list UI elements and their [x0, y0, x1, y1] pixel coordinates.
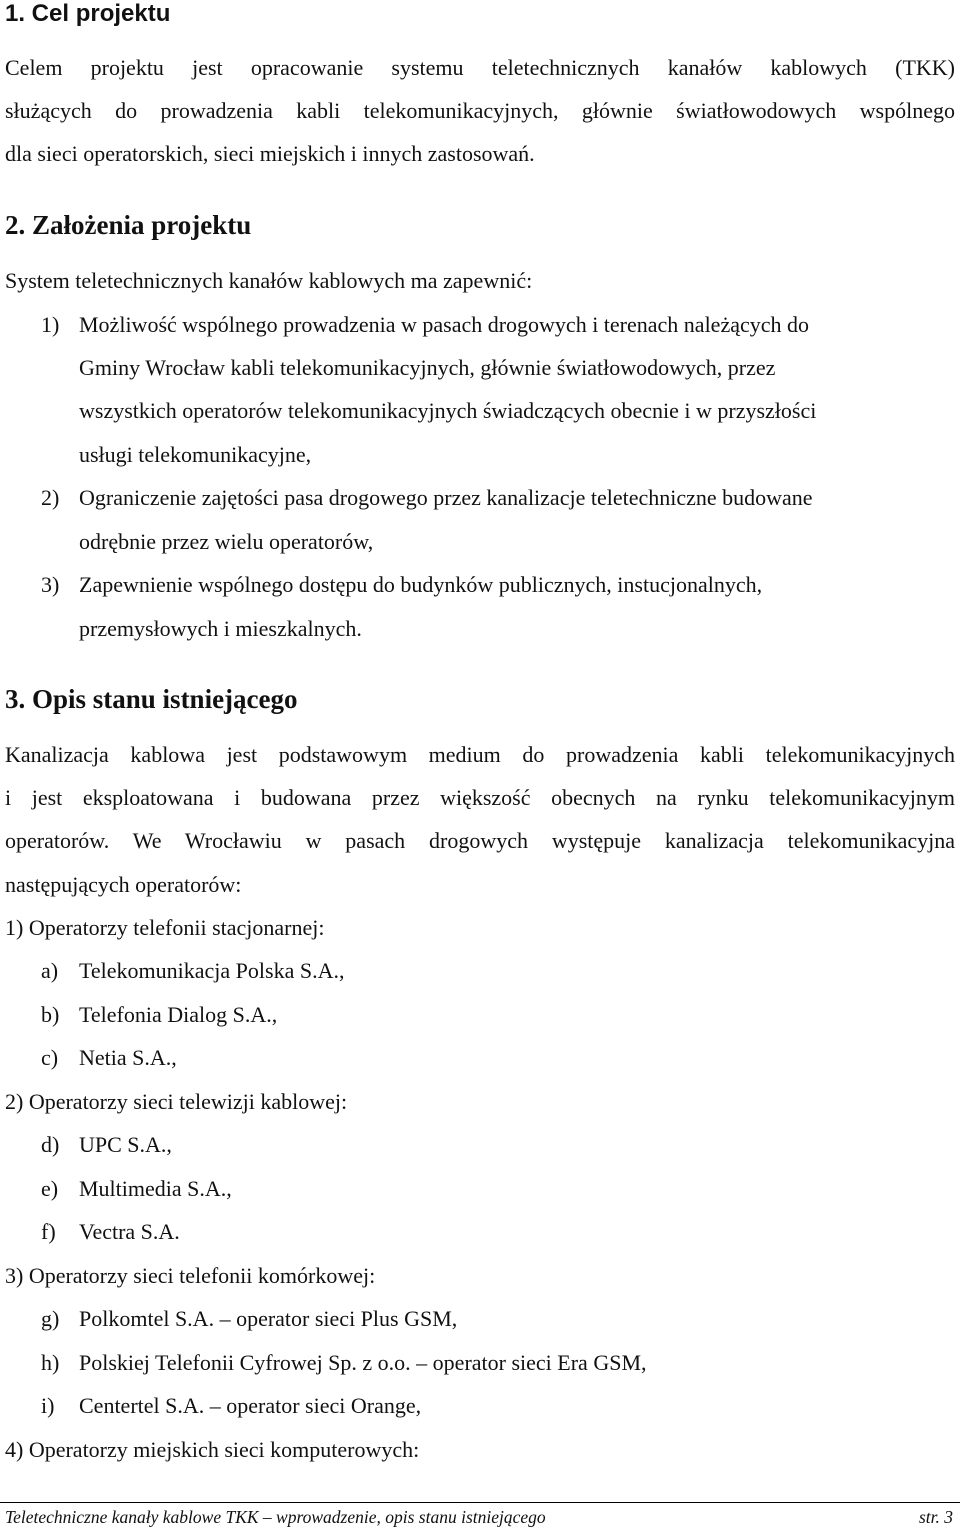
operator-item — [41, 1044, 177, 1072]
list-item-number: 1) — [41, 312, 60, 337]
operator-item — [41, 1349, 647, 1377]
list-item-line: Możliwość wspólnego prowadzenia w pasach drogowych i terenach należących do — [79, 312, 810, 337]
operator-item — [41, 1218, 180, 1246]
paragraph-line: Celem projektu jest opracowanie systemu teletechnicznych kanałów kablowych (TKK) — [5, 55, 955, 80]
list-item-line: wszystkich operatorów telekomunikacyjnych świadczących obecnie i w przyszłości — [79, 398, 817, 423]
operator-group-title: 2) Operatorzy sieci telewizji kablowej: — [5, 1089, 348, 1114]
operator-group-title: 4) Operatorzy miejskich sieci komputerowych: — [5, 1437, 420, 1462]
operator-item — [41, 957, 344, 985]
section-3-heading: 3. Opis stanu istniejącego — [5, 684, 298, 714]
operator-item-text: Centertel S.A. – operator sieci Orange, — [79, 1393, 422, 1418]
list-item-line: przemysłowych i mieszkalnych. — [79, 616, 362, 641]
operator-item-text: Telekomunikacja Polska S.A., — [79, 958, 345, 983]
operator-item-letter: e) — [41, 1176, 59, 1201]
paragraph-line: Kanalizacja kablowa jest podstawowym medium do prowadzenia kabli telekomunikacyjnych — [5, 742, 955, 767]
paragraph-line: dla sieci operatorskich, sieci miejskich i innych zastosowań. — [5, 141, 535, 166]
operator-item-letter: h) — [41, 1350, 60, 1375]
section-2-heading: 2. Założenia projektu — [5, 210, 252, 240]
page-footer — [0, 1502, 960, 1529]
list-item-line: odrębnie przez wielu operatorów, — [79, 529, 374, 554]
operator-item-text: Polkomtel S.A. – operator sieci Plus GSM, — [79, 1306, 458, 1331]
operator-item-letter: g) — [41, 1306, 60, 1331]
operator-item — [41, 1175, 232, 1203]
section-1-heading: 1. Cel projektu — [5, 0, 171, 27]
operator-item-letter: f) — [41, 1219, 56, 1244]
operator-group-title: 1) Operatorzy telefonii stacjonarnej: — [5, 915, 325, 940]
paragraph-line: i jest eksploatowana i budowana przez większość obecnych na rynku telekomunikacyjnym — [5, 785, 955, 810]
operator-item-text: Netia S.A., — [79, 1045, 177, 1070]
operator-item-letter: a) — [41, 958, 59, 983]
operator-item — [41, 1001, 277, 1029]
list-item-line: Ograniczenie zajętości pasa drogowego przez kanalizacje teletechniczne budowane — [79, 485, 813, 510]
operator-item — [41, 1131, 172, 1159]
operator-item-text: Multimedia S.A., — [79, 1176, 232, 1201]
operator-item-text: Vectra S.A. — [79, 1219, 180, 1244]
list-item-line: Zapewnienie wspólnego dostępu do budynków publicznych, instucjonalnych, — [79, 572, 763, 597]
list-item-line: Gminy Wrocław kabli telekomunikacyjnych, głównie światłowodowych, przez — [79, 355, 776, 380]
operator-item-letter: c) — [41, 1045, 59, 1070]
footer-document-title: Teletechniczne kanały kablowe TKK – wprowadzenie, opis stanu istniejącego — [5, 1507, 546, 1527]
paragraph-line: służących do prowadzenia kabli telekomunikacyjnych, głównie światłowodowych wspólnego — [5, 98, 955, 123]
operator-item — [41, 1305, 457, 1333]
paragraph-line: operatorów. We Wrocławiu w pasach drogowych występuje kanalizacja telekomunikacyjna — [5, 828, 955, 853]
section-2-intro: System teletechnicznych kanałów kablowych ma zapewnić: — [5, 268, 533, 293]
operator-item-text: Polskiej Telefonii Cyfrowej Sp. z o.o. – operator sieci Era GSM, — [79, 1350, 647, 1375]
list-item-number: 3) — [41, 572, 60, 597]
paragraph-line: następujących operatorów: — [5, 872, 242, 897]
operator-item-letter: b) — [41, 1002, 60, 1027]
operator-item-letter: i) — [41, 1393, 55, 1418]
operator-item-text: UPC S.A., — [79, 1132, 172, 1157]
footer-page-number: str. 3 — [918, 1507, 953, 1527]
list-item-number: 2) — [41, 485, 60, 510]
operator-item — [41, 1392, 421, 1420]
operator-item-letter: d) — [41, 1132, 60, 1157]
operator-group-title: 3) Operatorzy sieci telefonii komórkowej: — [5, 1263, 376, 1288]
list-item-line: usługi telekomunikacyjne, — [79, 442, 312, 467]
operator-item-text: Telefonia Dialog S.A., — [79, 1002, 278, 1027]
